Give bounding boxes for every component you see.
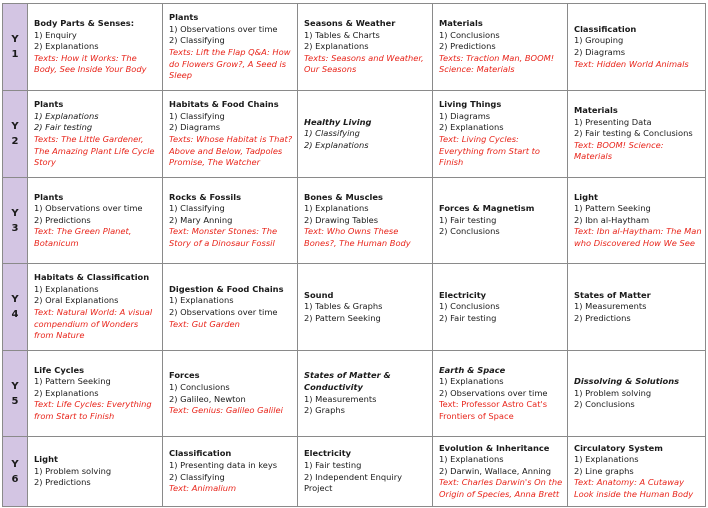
year-label-part: 3 [11,222,19,234]
topic-title: Forces [169,370,200,381]
topic-title: Evolution & Inheritance [439,442,550,453]
skill-item: 2) Mary Anning [169,214,233,225]
topic-cell [28,351,163,437]
topic-cell [433,178,568,264]
skill-item: 2) Oral Explanations [34,295,119,306]
year-row [3,437,706,507]
skill-item: 2) Fair testing [34,122,93,133]
skill-item: 1) Explanations [34,283,99,294]
skill-item: 1) Grouping [574,35,624,46]
skill-item: 1) Presenting data in keys [169,459,278,470]
skill-item: 1) Tables & Graphs [304,301,383,312]
skill-item: 2) Explanations [34,41,99,52]
year-label [11,457,18,487]
skill-item: 1) Classifying [304,128,360,139]
skill-item: 1) Explanations [439,376,504,387]
skill-item: 2) Fair testing & Conclusions [574,128,693,139]
skill-item: 1) Problem solving [574,387,652,398]
skill-item: 2) Explanations [304,139,369,150]
skill-item: 2) Explanations [34,387,99,398]
text-reference: Text: Ibn al-Haytham: The Man who Discovered How We See [574,226,702,248]
skill-item: 2) Pattern Seeking [304,312,381,323]
topic-title: Dissolving & Solutions [574,376,680,387]
year-label-part: 5 [11,395,19,407]
topic-title: Rocks & Fossils [169,191,242,202]
topic-cell [163,437,298,507]
skill-item: 1) Conclusions [439,301,500,312]
topic-title: Habitats & Classification [34,272,150,283]
curriculum-table [2,3,706,507]
topic-title: Healthy Living [304,116,372,127]
topic-cell [568,91,706,178]
year-label-part: 4 [11,309,19,320]
skill-item: 2) Diagrams [169,122,221,133]
skill-item: 1) Measurements [304,393,377,404]
year-label-part: Y [11,380,19,392]
skill-item: 2) Observations over time [439,387,548,398]
text-reference: Text: BOOM! Science: Materials [574,139,664,162]
skill-item: 2) Observations over time [169,307,278,317]
topic-title: Light [574,191,598,202]
skill-item: 2) Galileo, Newton [169,393,246,404]
topic-title: Bones & Muscles [304,191,383,202]
text-reference: Text: Who Owns These Bones?, The Human Body [304,226,411,248]
skill-item: 1) Conclusions [169,381,230,392]
topic-title: Earth & Space [439,364,506,375]
text-reference: Text: Charles Darwin's On the Origin of Species, Anna Brett [439,477,563,499]
skill-item: 1) Problem solving [34,465,112,476]
topic-cell [298,4,433,91]
year-label [11,379,18,409]
skill-item: 1) Pattern Seeking [574,203,651,214]
skill-item: 1) Pattern Seeking [34,376,111,387]
text-reference: Text: Life Cycles: Everything from Start to Finish [34,399,152,421]
topic-title: Circulatory System [574,442,663,453]
year-row [3,91,706,178]
text-reference: Text: Natural World: A visual compendium of Wonders from Nature [34,307,153,341]
topic-cell [568,178,706,264]
skill-item: 2) Classifying [169,471,225,482]
skill-item: 1) Classifying [169,203,225,214]
topic-cell [298,351,433,437]
topic-title: Habitats & Food Chains [169,99,279,110]
text-reference: Text: Animalium [169,483,237,494]
topic-title: Classification [169,448,232,459]
year-cell [3,351,28,437]
topic-cell [28,91,163,178]
topic-cell [298,91,433,178]
year-label [11,119,18,149]
skill-item: 1) Diagrams [439,110,491,121]
topic-cell [433,264,568,351]
skill-item: 2) Line graphs [574,465,634,476]
year-label-part: Y [11,34,19,45]
text-reference: Text: Professor Astro Cat's Frontiers of Space [439,399,548,421]
year-label [11,206,18,236]
topic-cell [28,4,163,91]
year-cell [3,91,28,178]
year-label [11,32,18,62]
skill-item: 2) Darwin, Wallace, Anning [439,465,552,476]
topic-title: Digestion & Food Chains [169,283,284,294]
skill-item: 2) Predictions [34,477,91,488]
topic-cell [163,91,298,178]
skill-item: 2) Independent Enquiry Project [304,471,403,494]
year-cell [3,178,28,264]
topic-title: Seasons & Weather [304,18,396,29]
skill-item: 1) Explanations [304,203,369,214]
skill-item: 1) Presenting Data [574,116,652,127]
skill-item: 1) Fair testing [439,214,497,225]
year-label-part: 6 [11,473,19,485]
topic-cell [163,264,298,351]
topic-title: Living Things [439,99,502,110]
year-row [3,4,706,91]
topic-title: Forces & Magnetism [439,203,535,214]
skill-item: 2) Ibn al-Haytham [574,214,650,225]
text-reference: Text: The Green Planet, Botanicum [34,226,132,248]
table-body [3,4,706,507]
topic-title: Plants [34,99,64,110]
year-cell [3,264,28,351]
skill-item: 1) Enquiry [34,29,77,40]
year-label-part: Y [11,458,19,470]
skill-item: 2) Predictions [439,41,496,52]
year-label-part: Y [11,121,19,132]
skill-item: 1) Explanations [169,295,234,306]
skill-item: 2) Predictions [574,312,631,323]
topic-cell [433,437,568,507]
topic-title: Materials [574,105,618,116]
skill-item: 2) Explanations [439,122,504,133]
skill-item: 2) Conclusions [574,399,635,410]
text-reference: Texts: Traction Man, BOOM! Science: Materials [439,52,555,75]
year-cell [3,4,28,91]
topic-title: Electricity [304,448,352,459]
text-reference: Texts: Seasons and Weather, Our Seasons [304,52,424,75]
topic-cell [433,4,568,91]
topic-title: Life Cycles [34,364,85,375]
text-reference: Text: Anatomy: A Cutaway Look inside the Human Body [574,477,694,499]
topic-cell [568,351,706,437]
topic-cell [298,178,433,264]
skill-item: 1) Fair testing [304,459,362,470]
topic-title: Classification [574,23,637,34]
topic-cell [298,264,433,351]
text-reference: Text: Monster Stones: The Story of a Dinosaur Fossil [169,226,278,248]
topic-cell [433,91,568,178]
skill-item: 2) Conclusions [439,226,500,237]
year-row [3,264,706,351]
topic-cell [28,178,163,264]
skill-item: 2) Explanations [304,41,369,52]
skill-item: 1) Explanations [439,454,504,465]
year-label-part: Y [11,294,19,305]
year-cell [3,437,28,507]
topic-cell [568,264,706,351]
topic-title: Plants [169,12,199,23]
skill-item: 1) Explanations [34,110,99,121]
year-label-part: Y [11,207,19,219]
topic-title: States of Matter [574,289,651,300]
topic-title: Materials [439,18,483,29]
text-reference: Text: Gut Garden [169,318,240,329]
skill-item: 2) Diagrams [574,47,626,57]
topic-cell [28,264,163,351]
year-label-part: 2 [11,136,19,147]
skill-item: 1) Observations over time [169,23,278,34]
text-reference: Texts: The Little Gardener, The Amazing Plant Life Cycle Story [34,134,155,168]
topic-title: Light [34,454,58,465]
skill-item: 2) Classifying [169,35,225,46]
text-reference: Text: Living Cycles: Everything from Start to Finish [439,134,540,168]
skill-item: 1) Conclusions [439,29,500,40]
topic-title: Sound [304,289,334,300]
skill-item: 2) Graphs [304,405,345,416]
year-label-part: 1 [11,49,19,60]
text-reference: Text: Hidden World Animals [574,58,689,69]
text-reference: Texts: Lift the Flap Q&A: How do Flowers Grow?, A Seed is Sleep [169,47,291,81]
year-row [3,178,706,264]
topic-cell [568,437,706,507]
text-reference: Text: Genius: Galileo Galilei [169,405,283,416]
topic-cell [163,178,298,264]
skill-item: 2) Drawing Tables [304,214,379,225]
text-reference: Texts: How it Works: The Body, See Inside Your Body [34,52,147,75]
skill-item: 2) Predictions [34,214,91,225]
topic-title: States of Matter & Conductivity [304,370,391,392]
topic-title: Plants [34,191,64,202]
year-label [11,292,18,322]
skill-item: 1) Tables & Charts [304,29,380,40]
topic-title: Body Parts & Senses: [34,18,135,29]
topic-cell [163,4,298,91]
skill-item: 1) Measurements [574,301,647,312]
topic-cell [163,351,298,437]
skill-item: 1) Explanations [574,454,639,465]
topic-title: Electricity [439,289,487,300]
topic-cell [28,437,163,507]
skill-item: 2) Fair testing [439,312,497,323]
skill-item: 1) Classifying [169,110,225,121]
skill-item: 1) Observations over time [34,203,143,214]
topic-cell [568,4,706,91]
topic-cell [433,351,568,437]
topic-cell [298,437,433,507]
text-reference: Texts: Whose Habitat is That? Above and Below, Tadpoles Promise, The Watcher [169,134,293,168]
year-row [3,351,706,437]
